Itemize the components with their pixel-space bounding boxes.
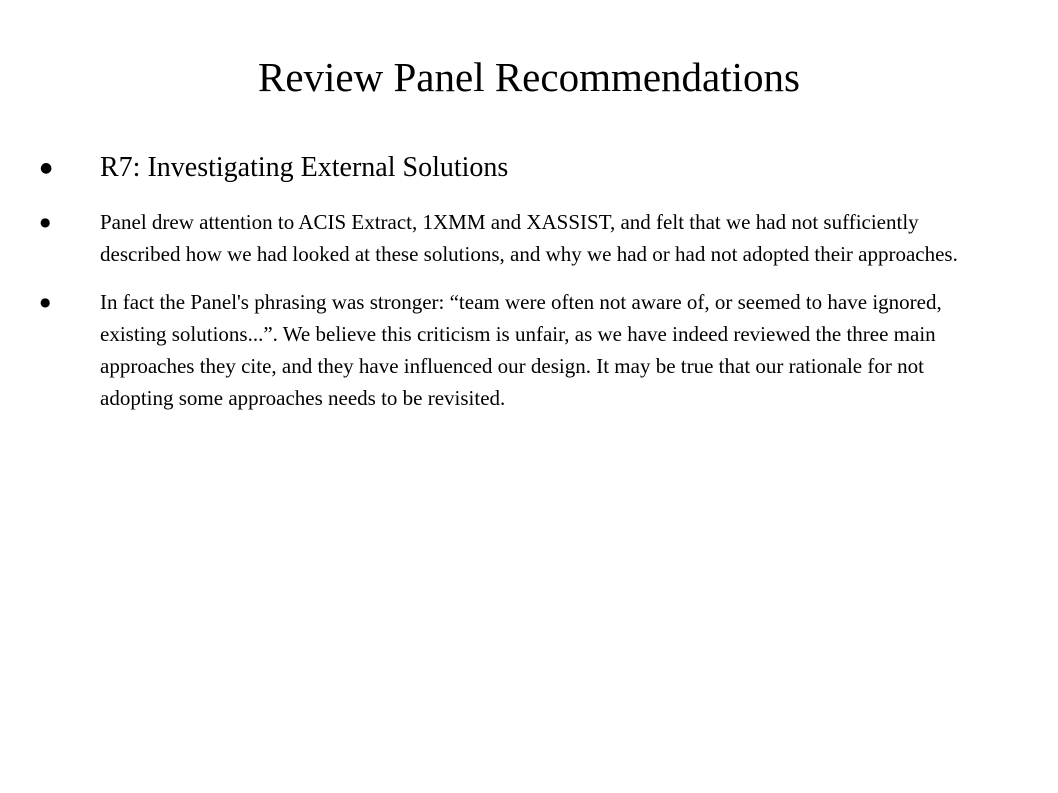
bullet-icon: ● (40, 295, 51, 309)
bullet-item-panel-phrasing (40, 286, 1000, 414)
bullet-list (40, 148, 1000, 430)
bullet-item-panel-attention (40, 206, 1000, 270)
bullet-text: R7: Investigating External Solutions (100, 152, 509, 183)
bullet-text: In fact the Panel's phrasing was stronger: “team were often not aware of, or seemed to have ignored, existing solutions...”. We believe this criticism is unfair, as we have indeed reviewed the three main approaches they cite, and they have influenced our design. It may be true that our rationale for not adopting some approaches needs to be revisited. (100, 290, 942, 410)
bullet-item-heading (40, 148, 1000, 188)
bullet-icon: ● (40, 160, 53, 176)
bullet-icon: ● (40, 215, 51, 229)
bullet-text: Panel drew attention to ACIS Extract, 1XMM and XASSIST, and felt that we had not sufficiently described how we had looked at these solutions, and why we had or had not adopted their approaches. (100, 210, 958, 266)
slide-title: Review Panel Recommendations (258, 54, 800, 100)
